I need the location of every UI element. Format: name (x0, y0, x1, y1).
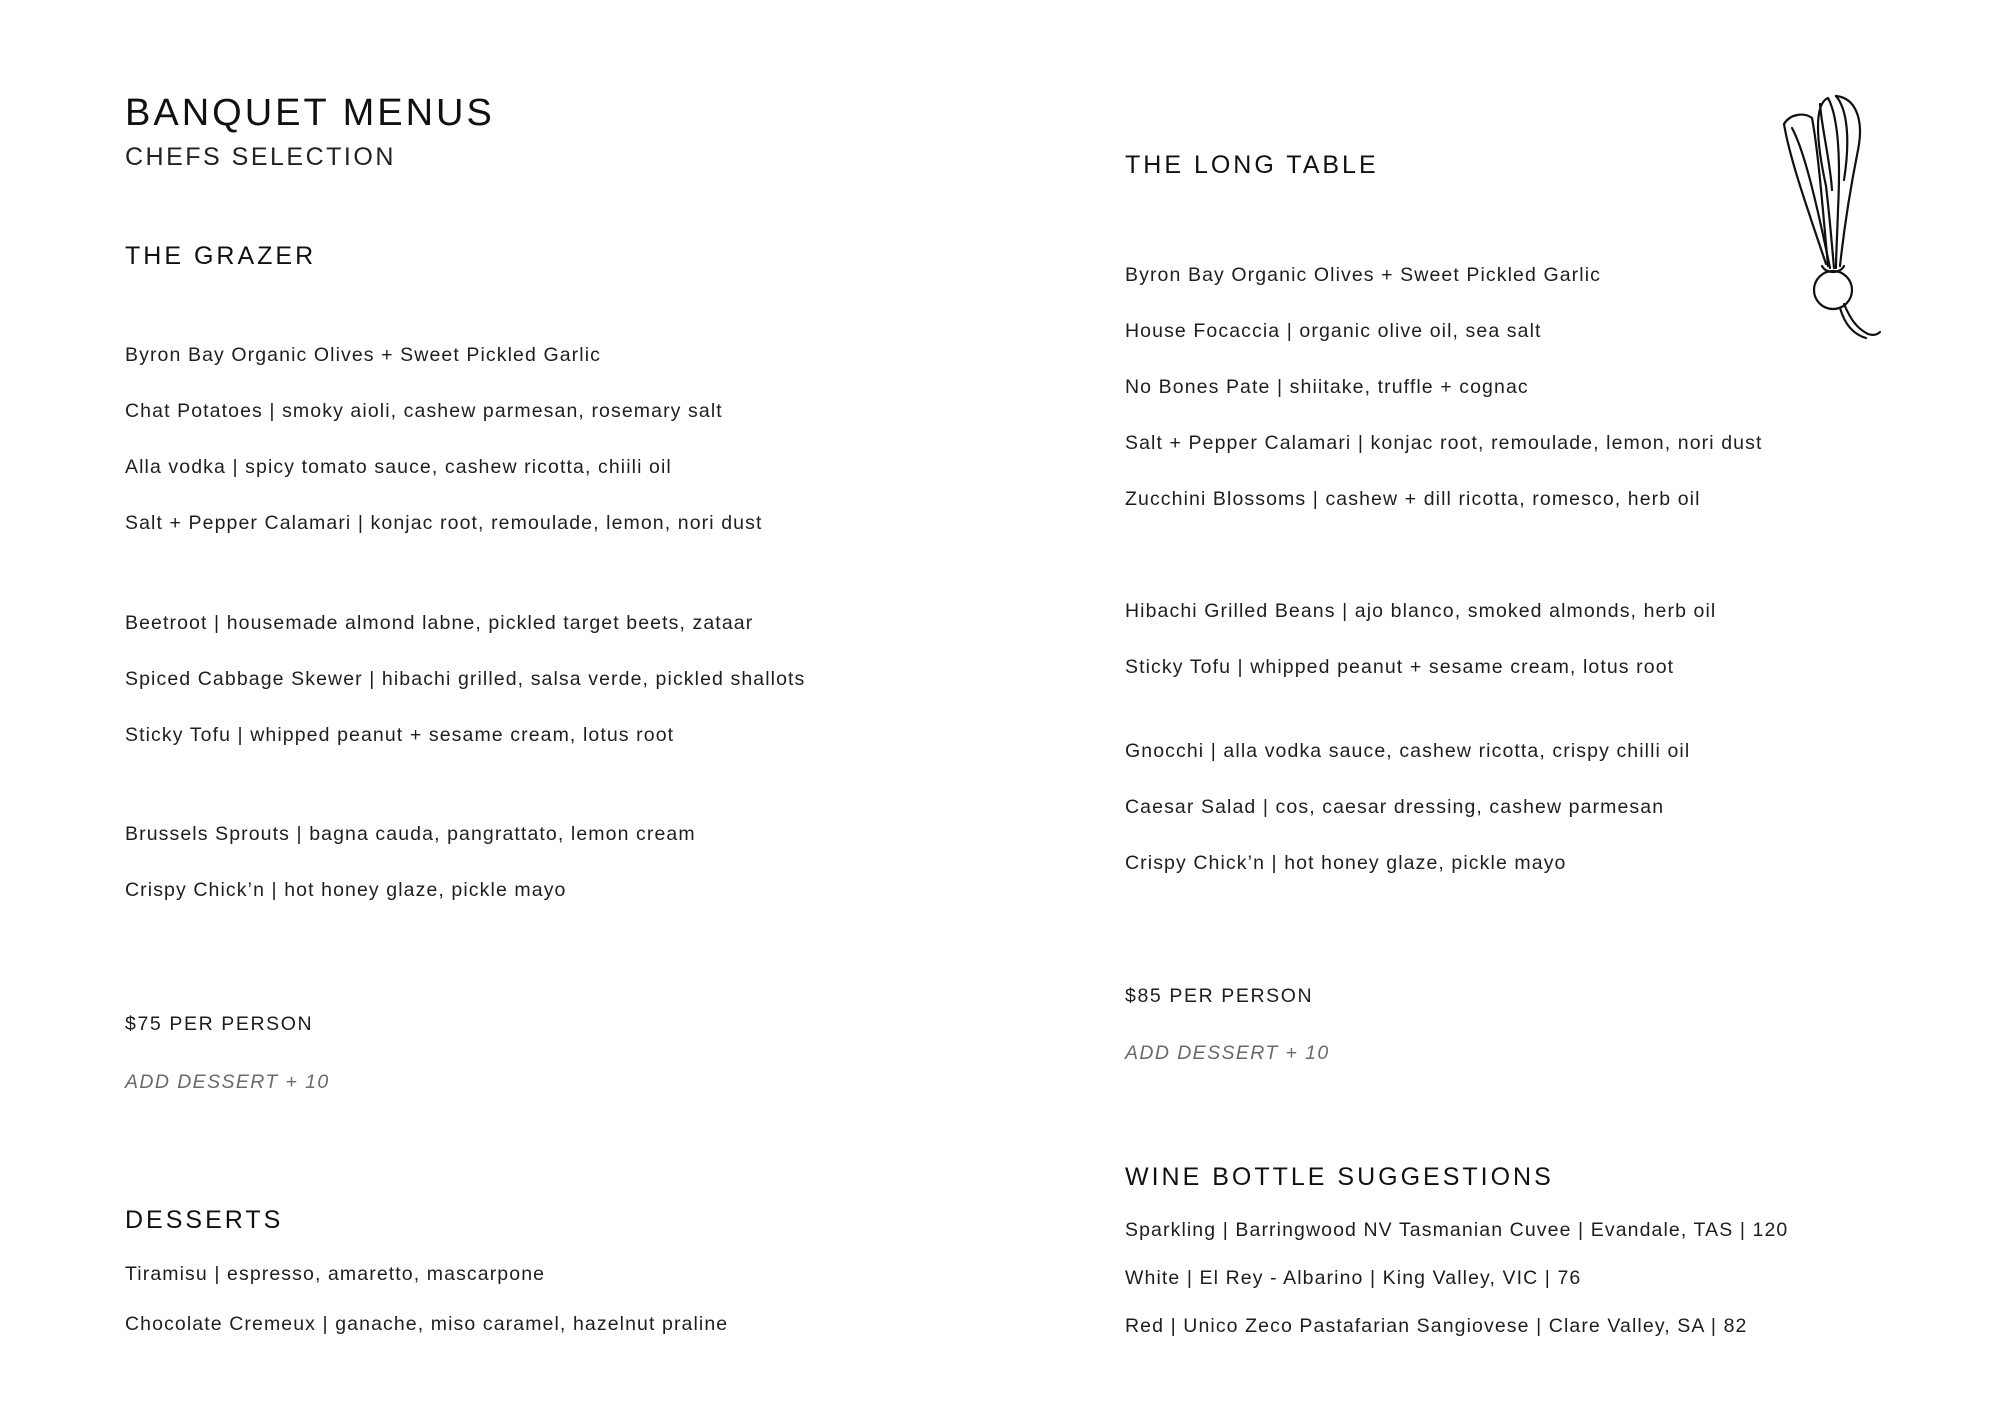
grazer-heading: THE GRAZER (125, 242, 317, 270)
page-title: BANQUET MENUS (125, 92, 495, 134)
grazer-price: $75 PER PERSON (125, 1013, 314, 1035)
grazer-item: Byron Bay Organic Olives + Sweet Pickled Garlic (125, 344, 601, 366)
long-table-item: Caesar Salad | cos, caesar dressing, cashew parmesan (1125, 796, 1665, 818)
long-table-item: Sticky Tofu | whipped peanut + sesame cream, lotus root (1125, 656, 1675, 678)
long-table-item: Gnocchi | alla vodka sauce, cashew ricotta, crispy chilli oil (1125, 740, 1691, 762)
long-table-price: $85 PER PERSON (1125, 985, 1314, 1007)
dessert-item: Tiramisu | espresso, amaretto, mascarpone (125, 1263, 546, 1285)
grazer-item: Beetroot | housemade almond labne, pickled target beets, zataar (125, 612, 754, 634)
long-table-item: Crispy Chick’n | hot honey glaze, pickle mayo (1125, 852, 1567, 874)
long-table-addon: ADD DESSERT + 10 (1125, 1042, 1330, 1064)
wine-heading: WINE BOTTLE SUGGESTIONS (1125, 1163, 1554, 1191)
long-table-item: House Focaccia | organic olive oil, sea salt (1125, 320, 1542, 342)
grazer-item: Alla vodka | spicy tomato sauce, cashew ricotta, chiili oil (125, 456, 672, 478)
wine-item: Sparkling | Barringwood NV Tasmanian Cuvee | Evandale, TAS | 120 (1125, 1219, 1789, 1241)
page-subtitle: CHEFS SELECTION (125, 143, 396, 171)
grazer-item: Sticky Tofu | whipped peanut + sesame cream, lotus root (125, 724, 675, 746)
wine-item: Red | Unico Zeco Pastafarian Sangiovese | Clare Valley, SA | 82 (1125, 1315, 1748, 1337)
long-table-item: No Bones Pate | shiitake, truffle + cognac (1125, 376, 1529, 398)
long-table-heading: THE LONG TABLE (1125, 151, 1379, 179)
long-table-item: Byron Bay Organic Olives + Sweet Pickled Garlic (1125, 264, 1601, 286)
grazer-item: Spiced Cabbage Skewer | hibachi grilled, salsa verde, pickled shallots (125, 668, 806, 690)
long-table-item: Hibachi Grilled Beans | ajo blanco, smoked almonds, herb oil (1125, 600, 1717, 622)
long-table-item: Salt + Pepper Calamari | konjac root, remoulade, lemon, nori dust (1125, 432, 1763, 454)
grazer-item: Chat Potatoes | smoky aioli, cashew parmesan, rosemary salt (125, 400, 723, 422)
radish-illustration-icon (1770, 90, 1890, 350)
grazer-addon: ADD DESSERT + 10 (125, 1071, 330, 1093)
long-table-item: Zucchini Blossoms | cashew + dill ricotta, romesco, herb oil (1125, 488, 1701, 510)
wine-item: White | El Rey - Albarino | King Valley, VIC | 76 (1125, 1267, 1582, 1289)
grazer-item: Crispy Chick’n | hot honey glaze, pickle mayo (125, 879, 567, 901)
grazer-item: Brussels Sprouts | bagna cauda, pangrattato, lemon cream (125, 823, 696, 845)
grazer-item: Salt + Pepper Calamari | konjac root, remoulade, lemon, nori dust (125, 512, 763, 534)
desserts-heading: DESSERTS (125, 1206, 284, 1234)
dessert-item: Chocolate Cremeux | ganache, miso caramel, hazelnut praline (125, 1313, 729, 1335)
